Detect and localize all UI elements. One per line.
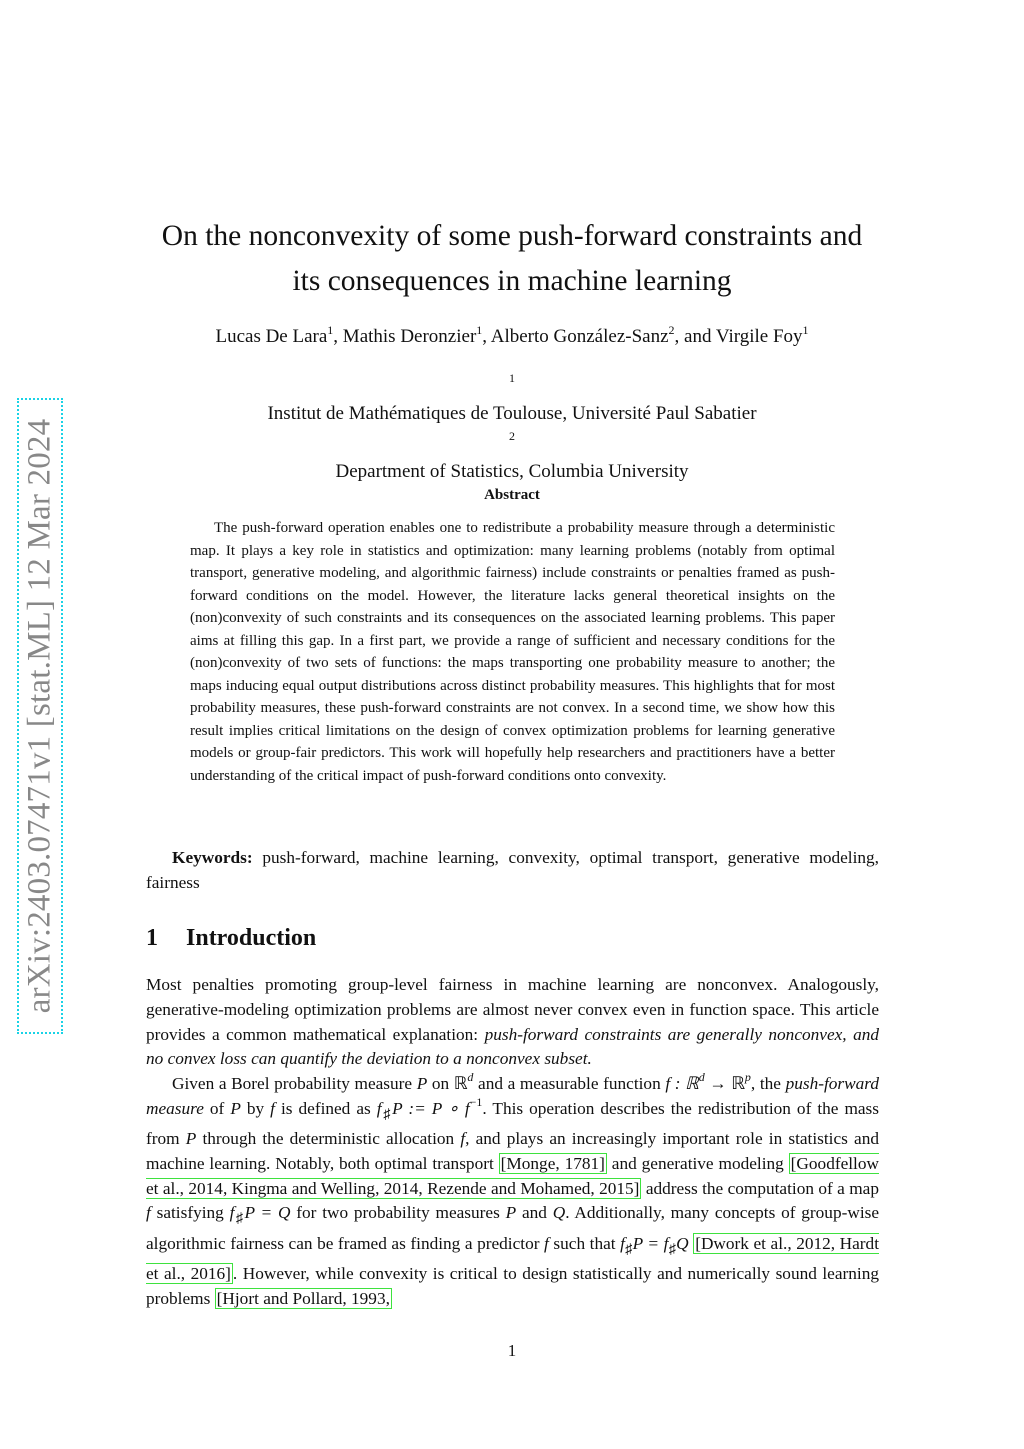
intro-paragraph-2: [146, 1072, 879, 1312]
math-symbol: ♯: [668, 1241, 677, 1258]
math-symbol: Q: [676, 1233, 689, 1253]
paper-title: [120, 214, 904, 304]
math-symbol: f: [146, 1203, 151, 1223]
math-symbol: P: [505, 1203, 517, 1223]
text-run: . Additionally, many concepts of group-wise algorithmic fairness can be framed as finding a predictor: [146, 1203, 880, 1253]
math-symbol: ℝ: [453, 1074, 468, 1093]
text-run: through the deterministic allocation: [196, 1129, 461, 1149]
page-number: 1: [507, 1341, 517, 1360]
citation-link[interactable]: [Hjort and Pollard, 1993,: [216, 1288, 390, 1308]
keywords-block: [146, 845, 879, 895]
text-run: Given a Borel probability measure: [172, 1074, 417, 1093]
citation-link[interactable]: [Goodfellow et al., 2014, Kingma and Welling, 2014, Rezende and Mohamed, 2015]: [146, 1153, 879, 1198]
title-line-1: On the nonconvexity of some push-forward constraints and: [161, 220, 863, 252]
math-symbol: P: [230, 1098, 241, 1118]
author-affil-mark: 1: [802, 323, 809, 337]
author-list: [120, 324, 904, 350]
math-symbol: P: [416, 1074, 428, 1093]
title-line-2: its consequences in machine learning: [292, 265, 732, 297]
keywords-text: push-forward, machine learning, convexity, optimal transport, generative modeling, fairness: [146, 848, 879, 892]
intro-paragraph-1: [146, 973, 879, 1072]
author-separator: ,: [333, 326, 343, 347]
intro-p1-text: Most penalties promoting group-level fairness in machine learning are nonconvex. Analogously, generative-modeling optimization problems are almost never convex even in function space. This article provides a common mathematical explanation:: [146, 975, 879, 1044]
math-symbol: ♯: [624, 1241, 633, 1258]
author-affil-mark: 2: [668, 323, 675, 337]
citation-link[interactable]: [Dwork et al., 2012, Hardt et al., 2016]: [146, 1233, 879, 1283]
math-symbol: f: [544, 1233, 549, 1253]
math-symbol: f: [229, 1203, 235, 1223]
author-affil-mark: 1: [327, 323, 334, 337]
math-symbol: P = Q: [244, 1203, 291, 1223]
section-number: 1: [146, 925, 158, 951]
text-run: and generative modeling: [606, 1153, 789, 1173]
abstract-heading: Abstract: [484, 487, 540, 503]
math-symbol: ♯: [234, 1210, 245, 1227]
math-symbol: P: [185, 1129, 197, 1149]
text-run: for two probability measures: [290, 1203, 506, 1223]
citation-link[interactable]: [Monge, 1781]: [500, 1153, 605, 1173]
text-run: address the computation of a map: [641, 1178, 879, 1198]
math-symbol: p: [744, 1070, 751, 1084]
text-run: of: [203, 1098, 231, 1118]
affiliation-1: [120, 370, 904, 428]
affiliation-text: Department of Statistics, Columbia University: [335, 461, 689, 482]
text-run: by: [240, 1098, 271, 1118]
math-symbol: f : ℝ: [665, 1074, 699, 1093]
math-symbol: Q: [552, 1203, 566, 1223]
affiliation-list: [120, 370, 904, 486]
section-title: Introduction: [186, 925, 317, 951]
math-symbol: d: [698, 1070, 705, 1084]
author-name: Alberto González-Sanz: [490, 326, 669, 347]
math-symbol: → ℝ: [704, 1074, 745, 1093]
text-run: such that: [548, 1233, 621, 1253]
text-run: . However, while convexity is critical to design statistically and numerically sound learning problems: [146, 1263, 879, 1308]
keywords-label: Keywords:: [172, 848, 253, 867]
arxiv-identifier-text: arXiv:2403.07471v1 [stat.ML] 12 Mar 2024: [21, 418, 58, 1014]
math-symbol: ♯: [381, 1106, 393, 1123]
text-run: , the: [750, 1074, 786, 1093]
author-name: Mathis Deronzier: [342, 326, 477, 347]
text-run: is defined as: [274, 1098, 377, 1118]
author-name: Virgile Foy: [715, 326, 803, 347]
intro-p1-italic: push-forward constraints are generally nonconvex, and no convex loss can quantify the deviation to a nonconvex subset.: [146, 1024, 880, 1069]
section-heading: [146, 925, 316, 952]
text-run: and: [516, 1203, 553, 1223]
affiliation-mark: 2: [509, 429, 515, 443]
text-run: . This operation describes the redistribution of the mass from: [146, 1098, 880, 1149]
math-symbol: P := P ∘ f: [392, 1098, 470, 1118]
math-symbol: d: [467, 1070, 474, 1084]
author-separator: ,: [482, 326, 491, 347]
math-symbol: f: [270, 1098, 275, 1118]
math-symbol: P = f: [632, 1233, 669, 1253]
text-run: satisfying: [150, 1203, 230, 1223]
text-run: , and plays an increasingly important role in statistics and machine learning. Notably, both optimal transport: [146, 1129, 879, 1173]
arxiv-identifier-stamp[interactable]: [17, 398, 63, 1034]
affiliation-text: Institut de Mathématiques de Toulouse, Université Paul Sabatier: [267, 403, 757, 424]
text-run: on: [427, 1074, 454, 1093]
math-symbol: −1: [469, 1094, 483, 1109]
text-run: and a measurable function: [473, 1074, 666, 1093]
text-run: push-forward measure: [146, 1074, 880, 1118]
math-symbol: f: [460, 1129, 466, 1149]
author-separator: , and: [674, 326, 716, 347]
affiliation-mark: 1: [509, 371, 515, 385]
abstract-text: The push-forward operation enables one to redistribute a probability measure through a deterministic map. It plays a key role in statistics and optimization: many learning problems (notably from optimal transport, generative modeling, and algorithmic fairness) include constraints or penalties framed as push-forward conditions on the model. However, the literature lacks general theoretical insights on the (non)convexity of such constraints and its consequences on the associated learning problems. This paper aims at filling this gap. In a first part, we provide a range of sufficient and necessary conditions for the (non)convexity of two sets of functions: the maps transporting one probability measure to another; the maps inducing equal output distributions across distinct probability measures. This highlights that for most probability measures, these push-forward constraints are not convex. In a second time, we show how this result implies critical limitations on the design of convex optimization problems for learning generative models or group-fair predictors. This work will hopefully help researchers and practitioners have a better understanding of the critical impact of push-forward conditions onto convexity.: [190, 520, 835, 784]
math-symbol: f: [376, 1098, 382, 1118]
author-affil-mark: 1: [476, 323, 483, 337]
affiliation-2: [120, 428, 904, 486]
math-symbol: f: [620, 1233, 625, 1253]
author-name: Lucas De Lara: [215, 326, 328, 347]
